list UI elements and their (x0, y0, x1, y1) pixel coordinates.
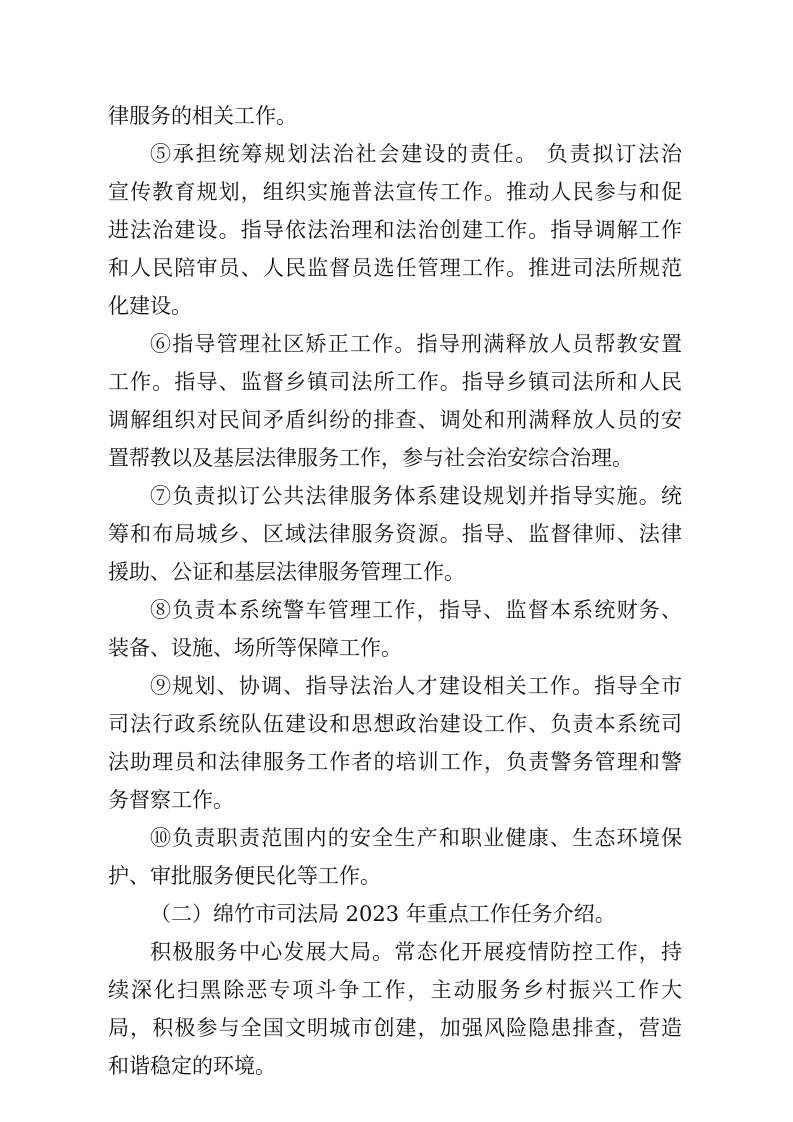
text-line: 进法治建设。指导依法治理和法治创建工作。指导调解工作 (108, 218, 682, 242)
text-line: 筹和布局城乡、区域法律服务资源。指导、监督律师、法律 (108, 522, 682, 546)
text-line: 护、审批服务便民化等工作。 (108, 864, 381, 888)
text-line: 化建设。 (108, 294, 192, 318)
text-line: 援助、公证和基层法律服务管理工作。 (108, 560, 465, 584)
text-line: 和谐稳定的环境。 (108, 1054, 276, 1078)
text-line: 工作。指导、监督乡镇司法所工作。指导乡镇司法所和人民 (108, 370, 682, 394)
text-line: 置帮教以及基层法律服务工作，参与社会治安综合治理。 (108, 446, 633, 470)
text-line: 宣传教育规划，组织实施普法宣传工作。推动人民参与和促 (108, 180, 682, 204)
text-line: ⑨规划、协调、指导法治人才建设相关工作。指导全市 (150, 674, 682, 698)
text-line: 局，积极参与全国文明城市创建，加强风险隐患排查，营造 (108, 1016, 682, 1040)
section-heading: （二）绵竹市司法局 2023 年重点工作任务介绍。 (150, 902, 616, 926)
text-line: 司法行政系统队伍建设和思想政治建设工作、负责本系统司 (108, 712, 682, 736)
text-line: 务督察工作。 (108, 788, 234, 812)
text-line: ⑩负责职责范围内的安全生产和职业健康、生态环境保 (150, 826, 682, 850)
text-line: 律服务的相关工作。 (108, 104, 297, 128)
text-line: 调解组织对民间矛盾纠纷的排查、调处和刑满释放人员的安 (108, 408, 682, 432)
text-line: 装备、设施、场所等保障工作。 (108, 636, 402, 660)
text-line: 续深化扫黑除恶专项斗争工作，主动服务乡村振兴工作大 (108, 978, 682, 1002)
text-line: ⑦负责拟订公共法律服务体系建设规划并指导实施。统 (150, 484, 682, 508)
text-line: ⑧负责本系统警车管理工作，指导、监督本系统财务、 (150, 598, 682, 622)
text-line: 法助理员和法律服务工作者的培训工作，负责警务管理和警 (108, 750, 682, 774)
text-line: 积极服务中心发展大局。常态化开展疫情防控工作，持 (150, 940, 682, 964)
text-line: 和人民陪审员、人民监督员选任管理工作。推进司法所规范 (108, 256, 682, 280)
text-line: ⑥指导管理社区矫正工作。指导刑满释放人员帮教安置 (150, 332, 682, 356)
text-line: ⑤承担统筹规划法治社会建设的责任。 负责拟订法治 (150, 142, 682, 166)
